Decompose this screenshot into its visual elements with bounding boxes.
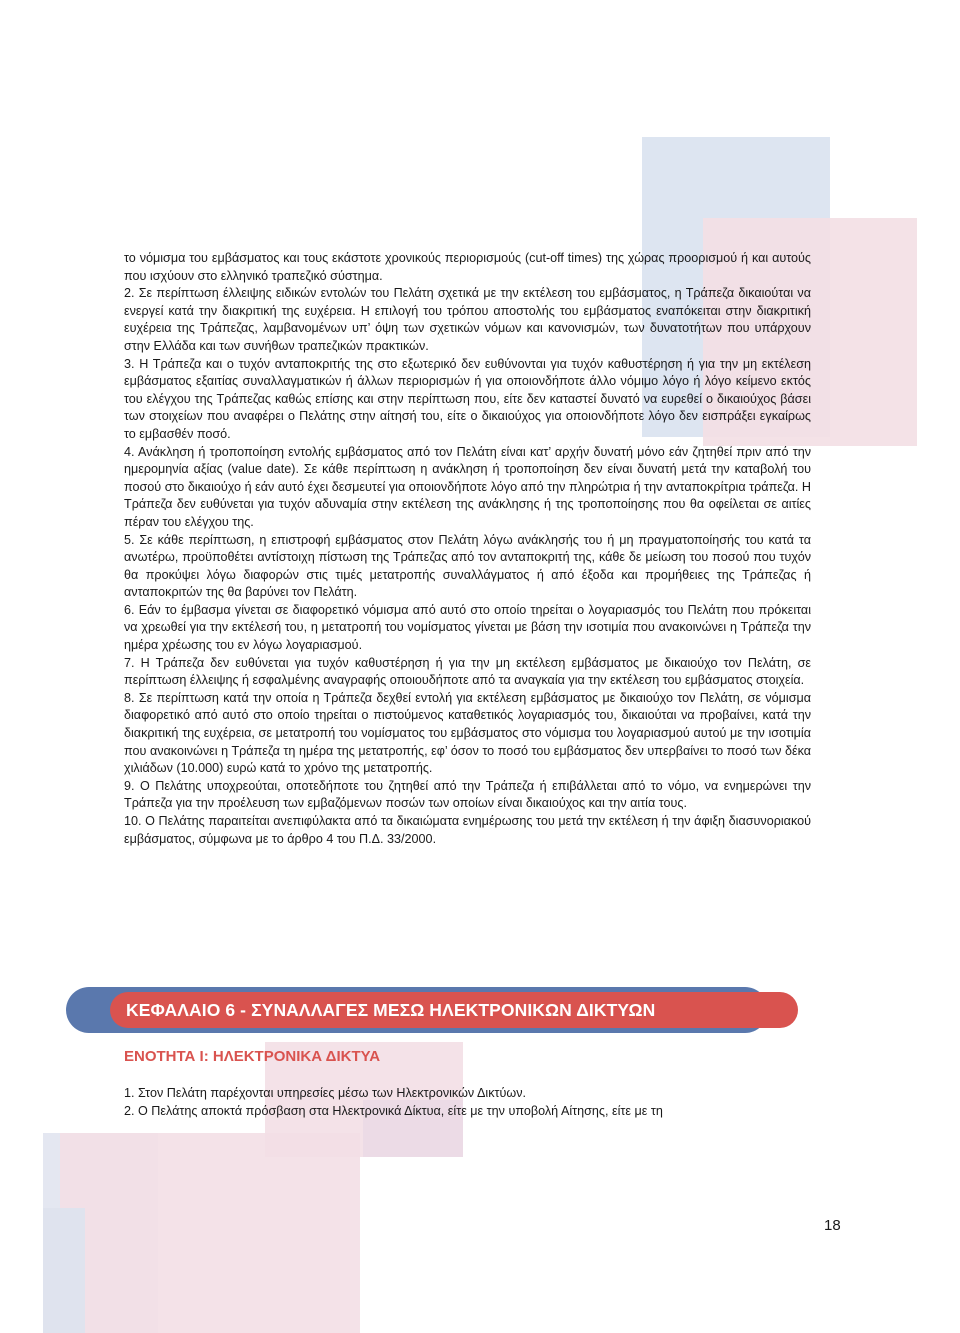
paragraph-8: 8. Σε περίπτωση κατά την οποία η Τράπεζα δεχθεί εντολή για εκτέλεση εμβάσματος με δικαιούχο τον Πελάτη, σε νόμισμα διαφορετικό από αυτό στο οποίο τηρείται ο πιστούμενος καταθετικός λογαριασμός του, δικαιούται να προβαίνει, κατά την διακριτική της ευχέρεια, σε μετατροπή του νομίσματος του εμβάσματος στο νόμισμα του λογαριασμού αυτού με την ισοτιμία που ανακοινώνει η Τράπεζα τη ημέρα της μετατροπής, εφ’ όσον το ποσό του εμβάσματος δεν υπερβαίνει το ποσό των δέκα χιλιάδων (10.000) ευρώ κατά το χρόνο της μετατροπής. — [124, 690, 811, 776]
section-paragraph-1: 1. Στον Πελάτη παρέχονται υπηρεσίες μέσω των Ηλεκτρονικών Δικτύων. — [124, 1086, 526, 1100]
decor-pink-block-bottom — [60, 1133, 360, 1333]
paragraph-3: 3. Η Τράπεζα και ο τυχόν ανταποκριτής της στο εξωτερικό δεν ευθύνονται για τυχόν καθυστέρηση ή για την μη εκτέλεση εμβάσματος εξαιτίας συναλλαγματικών ή άλλων περιορισμών ή για οποιονδήποτε άλλο νόμιμο λόγο ή λόγο κείμενο εκτός του ελέγχου της Τράπεζας καθώς επίσης και στην περίπτωση που, είτε δεν καταστεί δυνατό να ευρεθεί ο δικαιούχος βάσει των στοιχείων που αναφέρει ο Πελάτης στην αίτησή του, είτε ο δικαιούχος για οποιονδήποτε λόγο δεν εισπράξει εγκαίρως το εμβασθέν ποσό. — [124, 356, 811, 441]
decor-blue-strip-bottom — [43, 1208, 85, 1333]
paragraph-7: 7. Η Τράπεζα δεν ευθύνεται για τυχόν καθυστέρηση ή για την μη εκτέλεση εμβάσματος με δικαιούχο τον Πελάτη, σε περίπτωση έλλειψης ή εσφαλμένης αναγραφής οποιουδήποτε από τα αναγκαία για την εκτέλεση του εμβάσματος στοιχεία. — [124, 655, 811, 688]
body-text — [124, 250, 811, 848]
paragraph-4: 4. Ανάκληση ή τροποποίηση εντολής εμβάσματος από τον Πελάτη είναι κατ’ αρχήν δυνατή μόνο εάν ζητηθεί πριν από την ημερομηνία αξίας (value date). Σε κάθε περίπτωση η ανάκληση ή τροποποίηση δεν είναι δυνατή μετά την καταβολή του ποσού στο δικαιούχο ή εάν αυτό έχει δεσμευτεί για οποιονδήποτε λόγο από την πληρώτρια ή την ανταποκρίτρια τράπεζα. Η Τράπεζα δεν ευθύνεται για τυχόν αδυναμία στην εκτέλεση της ανάκλησης ή της τροποποίησης που θα οφείλεται σε αιτίες πέραν του ελέγχου της. — [124, 444, 811, 529]
paragraph: το νόμισμα του εμβάσματος και τους εκάστοτε χρονικούς περιορισμούς (cut-off times) της χώρας προορισμού ή και αυτούς που ισχύουν στο ελληνικό τραπεζικό σύστημα. — [124, 251, 811, 283]
paragraph-9: 9. Ο Πελάτης υποχρεούται, οποτεδήποτε του ζητηθεί από την Τράπεζα ή επιβάλλεται από το νόμο, να ενημερώνει την Τράπεζα για την προέλευση των εμβαζόμενων ποσών των οποίων είναι δικαιούχος και την αιτία τους. — [124, 778, 811, 811]
section-title: ΕΝΟΤΗΤΑ Ι: ΗΛΕΚΤΡΟΝΙΚΑ ΔΙΚΤΥΑ — [124, 1048, 381, 1065]
paragraph-5: 5. Σε κάθε περίπτωση, η επιστροφή εμβάσματος στον Πελάτη λόγω ανάκλησής του ή μη πραγματοποίησής του κατά τα ανωτέρω, προϋποθέτει αντίστοιχη πίστωση της Τράπεζας από τον ανταποκριτή της, κάθε δε μείωση του ποσού που τυχόν θα προκύψει λόγω διαφορών στις τιμές μετατροπής συναλλάγματος ή από έξοδα και προμήθειες της Τράπεζας ή ανταποκριτών της θα βαρύνει τον Πελάτη. — [124, 532, 811, 600]
paragraph-6: 6. Εάν το έμβασμα γίνεται σε διαφορετικό νόμισμα από αυτό στο οποίο τηρείται ο λογαριασμός του Πελάτη που πρόκειται να χρεωθεί για την εκτέλεσή του, η μετατροπή του νομίσματος γίνεται με βάση την ισοτιμία που ανακοινώνει η Τράπεζα την ημέρα χρέωσης του εν λόγω λογαριασμού. — [124, 602, 811, 653]
paragraph-2: 2. Σε περίπτωση έλλειψης ειδικών εντολών του Πελάτη σχετικά με την εκτέλεση του εμβάσματος, η Τράπεζα δικαιούται να ενεργεί κατά την διακριτική της ευχέρεια. Η επιλογή του τρόπου αποστολής του εμβάσματος εναπόκειται στην διακριτική ευχέρεια της Τράπεζας, λαμβανομένων υπ’ όψη των σχετικών νόμων και κανονισμών, των δυνατοτήτων που υπάρχουν στην Ελλάδα και των συνήθων τραπεζικών πρακτικών. — [124, 286, 811, 353]
section-paragraph-2: 2. Ο Πελάτης αποκτά πρόσβαση στα Ηλεκτρονικά Δίκτυα, είτε με την υποβολή Αίτησης, είτε με τη — [124, 1103, 663, 1118]
page-number: 18 — [824, 1217, 841, 1234]
chapter-title: ΚΕΦΑΛΑΙΟ 6 - ΣΥΝΑΛΛΑΓΕΣ ΜΕΣΩ ΗΛΕΚΤΡΟΝΙΚΩΝ ΔΙΚΤΥΩΝ — [126, 999, 656, 1020]
paragraph-10: 10. Ο Πελάτης παραιτείται ανεπιφύλακτα από τα δικαιώματα ενημέρωσης του μετά την εκτέλεση ή την άφιξη διασυνοριακού εμβάσματος, σύμφωνα με το άρθρο 4 του Π.Δ. 33/2000. — [124, 814, 811, 846]
section-text — [124, 1085, 811, 1120]
chapter-bar — [110, 992, 798, 1028]
